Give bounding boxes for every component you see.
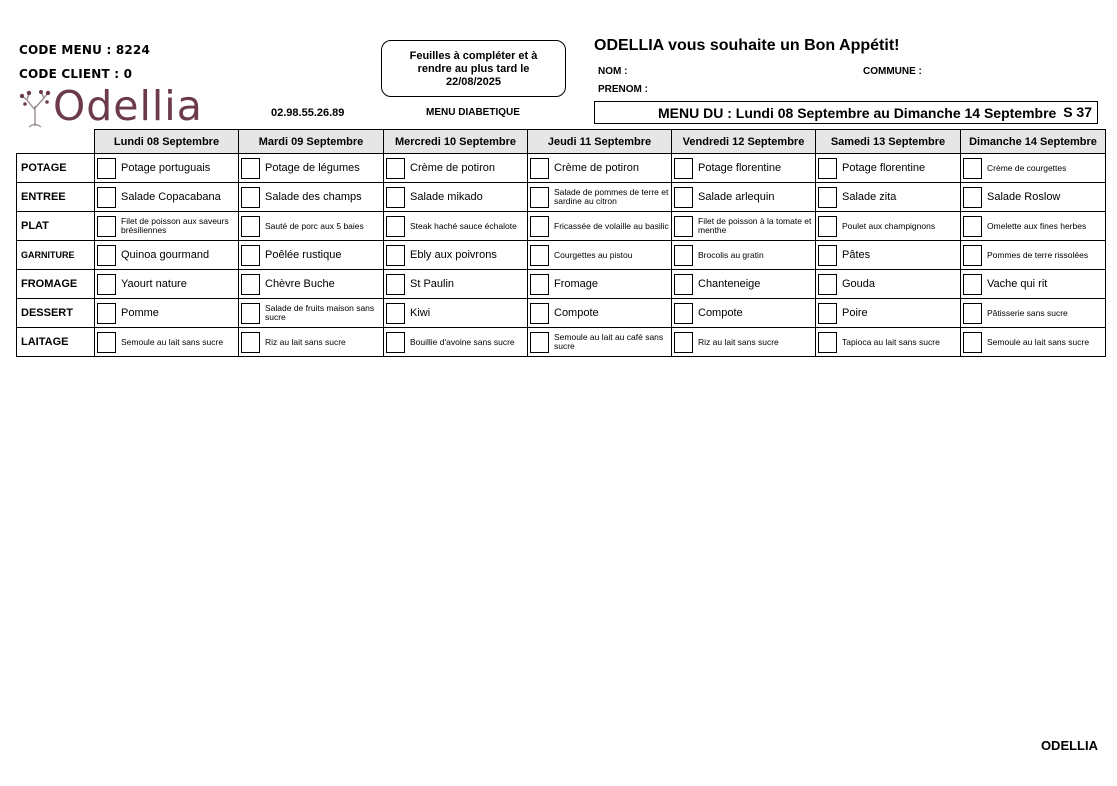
checkbox[interactable] — [963, 332, 982, 353]
checkbox[interactable] — [530, 303, 549, 324]
dish-name: Poulet aux champignons — [842, 220, 936, 231]
course-label: GARNITURE — [17, 241, 95, 270]
menu-cell — [528, 328, 672, 357]
dish-name: Salade Copacabana — [121, 191, 221, 203]
dish-name: Salade mikado — [410, 191, 483, 203]
menu-cell — [961, 241, 1106, 270]
checkbox[interactable] — [674, 216, 693, 237]
dish-name: Bouillie d'avoine sans sucre — [410, 336, 515, 347]
dish-name: Omelette aux fines herbes — [987, 220, 1087, 231]
menu-table — [16, 129, 1106, 357]
checkbox[interactable] — [963, 187, 982, 208]
menu-cell — [816, 299, 961, 328]
checkbox[interactable] — [963, 274, 982, 295]
menu-cell — [239, 328, 384, 357]
menu-cell — [528, 183, 672, 212]
menu-cell — [384, 299, 528, 328]
dish-name: Tapioca au lait sans sucre — [842, 336, 940, 347]
menu-cell — [528, 154, 672, 183]
checkbox[interactable] — [963, 216, 982, 237]
dish-name: Pâtes — [842, 249, 871, 261]
commune-label: COMMUNE : — [863, 66, 922, 77]
dish-name: Salade de fruits maison sans sucre — [265, 303, 375, 322]
menu-cell — [816, 241, 961, 270]
menu-cell — [239, 154, 384, 183]
checkbox[interactable] — [241, 158, 260, 179]
checkbox[interactable] — [963, 245, 982, 266]
checkbox[interactable] — [386, 158, 405, 179]
day-header: Mardi 09 Septembre — [239, 130, 384, 154]
dish-name: Gouda — [842, 278, 876, 290]
menu-cell — [384, 154, 528, 183]
course-label: POTAGE — [17, 154, 95, 183]
dish-name: Sauté de porc aux 5 baies — [265, 220, 364, 231]
code-client: CODE CLIENT : 0 — [19, 67, 133, 81]
checkbox[interactable] — [241, 216, 260, 237]
notice-line: rendre au plus tard le — [417, 63, 530, 75]
dish-name: Riz au lait sans sucre — [265, 336, 346, 347]
checkbox[interactable] — [386, 332, 405, 353]
dish-name: Filet de poisson aux saveurs brésiliennes — [121, 216, 229, 235]
dish-name: Crème de courgettes — [987, 162, 1067, 173]
dish-name: Salade arlequin — [698, 191, 775, 203]
dish-name: Chèvre Buche — [265, 278, 335, 290]
dish-name: Poêlée rustique — [265, 249, 342, 261]
dish-name: Potage portuguais — [121, 162, 211, 174]
table-row — [17, 183, 1106, 212]
checkbox[interactable] — [818, 274, 837, 295]
menu-cell — [239, 212, 384, 241]
dish-name: Salade Roslow — [987, 191, 1061, 203]
menu-range-box — [594, 101, 1098, 124]
menu-cell — [384, 241, 528, 270]
dish-name: Pomme — [121, 307, 159, 319]
menu-cell — [384, 183, 528, 212]
checkbox[interactable] — [241, 303, 260, 324]
menu-cell — [95, 270, 239, 299]
dish-name: Vache qui rit — [987, 278, 1048, 290]
menu-cell — [95, 212, 239, 241]
checkbox[interactable] — [674, 332, 693, 353]
deadline-notice — [381, 40, 566, 97]
menu-cell — [672, 212, 816, 241]
menu-cell — [528, 299, 672, 328]
diet-type: MENU DIABETIQUE — [426, 107, 520, 118]
menu-cell — [95, 154, 239, 183]
table-row — [17, 212, 1106, 241]
menu-cell — [672, 154, 816, 183]
dish-name: Potage florentine — [698, 162, 782, 174]
checkbox[interactable] — [674, 245, 693, 266]
table-row — [17, 299, 1106, 328]
checkbox[interactable] — [530, 158, 549, 179]
checkbox[interactable] — [241, 274, 260, 295]
dish-name: Fricassée de volaille au basilic — [554, 220, 669, 231]
course-label: FROMAGE — [17, 270, 95, 299]
menu-cell — [961, 328, 1106, 357]
dish-name: Potage de légumes — [265, 162, 360, 174]
checkbox[interactable] — [530, 245, 549, 266]
menu-cell — [528, 241, 672, 270]
menu-cell — [816, 183, 961, 212]
dish-name: Quinoa gourmand — [121, 249, 210, 261]
checkbox[interactable] — [386, 303, 405, 324]
menu-cell — [384, 212, 528, 241]
dish-name: Chanteneige — [698, 278, 761, 290]
day-header: Mercredi 10 Septembre — [384, 130, 528, 154]
header-row — [17, 130, 1106, 154]
menu-cell — [672, 299, 816, 328]
table-row — [17, 270, 1106, 299]
day-header: Jeudi 11 Septembre — [528, 130, 672, 154]
menu-cell — [95, 183, 239, 212]
day-header: Vendredi 12 Septembre — [672, 130, 816, 154]
dish-name: Salade des champs — [265, 191, 362, 203]
menu-cell — [816, 270, 961, 299]
day-header: Dimanche 14 Septembre — [961, 130, 1106, 154]
dish-name: St Paulin — [410, 278, 455, 290]
menu-cell — [528, 212, 672, 241]
menu-cell — [961, 154, 1106, 183]
menu-cell — [95, 241, 239, 270]
menu-cell — [816, 328, 961, 357]
dish-name: Ebly aux poivrons — [410, 249, 497, 261]
dish-name: Semoule au lait au café sans sucre — [554, 332, 664, 351]
dish-name: Fromage — [554, 278, 599, 290]
menu-cell — [672, 183, 816, 212]
course-label: DESSERT — [17, 299, 95, 328]
code-menu: CODE MENU : 8224 — [19, 43, 151, 57]
checkbox[interactable] — [674, 274, 693, 295]
dish-name: Compote — [554, 307, 599, 319]
dish-name: Filet de poisson à la tomate et menthe — [698, 216, 812, 235]
dish-name: Brocolis au gratin — [698, 249, 764, 260]
menu-cell — [239, 241, 384, 270]
menu-cell — [961, 212, 1106, 241]
nom-label: NOM : — [598, 66, 628, 77]
checkbox[interactable] — [674, 158, 693, 179]
dish-name: Crème de potiron — [410, 162, 495, 174]
menu-cell — [672, 241, 816, 270]
menu-cell — [528, 270, 672, 299]
checkbox[interactable] — [386, 274, 405, 295]
menu-cell — [961, 183, 1106, 212]
dish-name: Salade de pommes de terre et sardine au citron — [554, 187, 669, 206]
checkbox[interactable] — [818, 216, 837, 237]
checkbox[interactable] — [97, 274, 116, 295]
notice-line: Feuilles à compléter et à — [409, 50, 538, 62]
checkbox[interactable] — [963, 158, 982, 179]
table-row — [17, 241, 1106, 270]
checkbox[interactable] — [241, 187, 260, 208]
greeting: ODELLIA vous souhaite un Bon Appétit! — [594, 37, 900, 54]
checkbox[interactable] — [530, 216, 549, 237]
checkbox[interactable] — [530, 332, 549, 353]
checkbox[interactable] — [97, 216, 116, 237]
checkbox[interactable] — [818, 245, 837, 266]
dish-name: Courgettes au pistou — [554, 249, 633, 260]
notice-date: 22/08/2025 — [445, 76, 502, 88]
checkbox[interactable] — [97, 332, 116, 353]
menu-range: MENU DU : Lundi 08 Septembre au Dimanche 14 Septembre — [658, 105, 1057, 121]
menu-cell — [384, 328, 528, 357]
menu-cell — [239, 270, 384, 299]
checkbox[interactable] — [241, 332, 260, 353]
course-label: PLAT — [17, 212, 95, 241]
day-header: Lundi 08 Septembre — [95, 130, 239, 154]
dish-name: Semoule au lait sans sucre — [121, 336, 224, 347]
checkbox[interactable] — [674, 187, 693, 208]
dish-name: Compote — [698, 307, 743, 319]
checkbox[interactable] — [97, 187, 116, 208]
dish-name: Crème de potiron — [554, 162, 639, 174]
logo-text: Odellia — [53, 82, 203, 130]
dish-name: Pommes de terre rissolées — [987, 249, 1089, 260]
day-header: Samedi 13 Septembre — [816, 130, 961, 154]
logo — [17, 82, 217, 130]
dish-name: Semoule au lait sans sucre — [987, 336, 1090, 347]
prenom-label: PRENOM : — [598, 84, 648, 95]
menu-cell — [95, 328, 239, 357]
menu-cell — [816, 212, 961, 241]
checkbox[interactable] — [530, 274, 549, 295]
menu-cell — [384, 270, 528, 299]
course-label: ENTREE — [17, 183, 95, 212]
checkbox[interactable] — [386, 187, 405, 208]
course-label: LAITAGE — [17, 328, 95, 357]
checkbox[interactable] — [386, 216, 405, 237]
dish-name: Potage florentine — [842, 162, 926, 174]
checkbox[interactable] — [530, 187, 549, 208]
dish-name: Pâtisserie sans sucre — [987, 307, 1068, 318]
checkbox[interactable] — [97, 158, 116, 179]
phone-number: 02.98.55.26.89 — [271, 107, 345, 119]
checkbox[interactable] — [818, 303, 837, 324]
checkbox[interactable] — [386, 245, 405, 266]
footer-brand: ODELLIA — [1040, 738, 1098, 753]
corner-cell — [17, 130, 95, 154]
menu-cell — [816, 154, 961, 183]
dish-name: Steak haché sauce échalote — [410, 220, 517, 231]
tree-icon — [17, 88, 53, 128]
checkbox[interactable] — [818, 332, 837, 353]
menu-cell — [961, 299, 1106, 328]
checkbox[interactable] — [818, 187, 837, 208]
menu-cell — [239, 183, 384, 212]
dish-name: Salade zita — [842, 191, 897, 203]
menu-cell — [672, 328, 816, 357]
menu-cell — [95, 299, 239, 328]
table-row — [17, 328, 1106, 357]
menu-cell — [961, 270, 1106, 299]
checkbox[interactable] — [818, 158, 837, 179]
dish-name: Kiwi — [410, 307, 431, 319]
checkbox[interactable] — [97, 303, 116, 324]
dish-name: Yaourt nature — [121, 278, 187, 290]
menu-cell — [672, 270, 816, 299]
checkbox[interactable] — [241, 245, 260, 266]
checkbox[interactable] — [674, 303, 693, 324]
dish-name: Riz au lait sans sucre — [698, 336, 779, 347]
menu-cell — [239, 299, 384, 328]
checkbox[interactable] — [963, 303, 982, 324]
week-number: S 37 — [1063, 104, 1092, 120]
checkbox[interactable] — [97, 245, 116, 266]
dish-name: Poire — [842, 307, 868, 319]
table-row — [17, 154, 1106, 183]
